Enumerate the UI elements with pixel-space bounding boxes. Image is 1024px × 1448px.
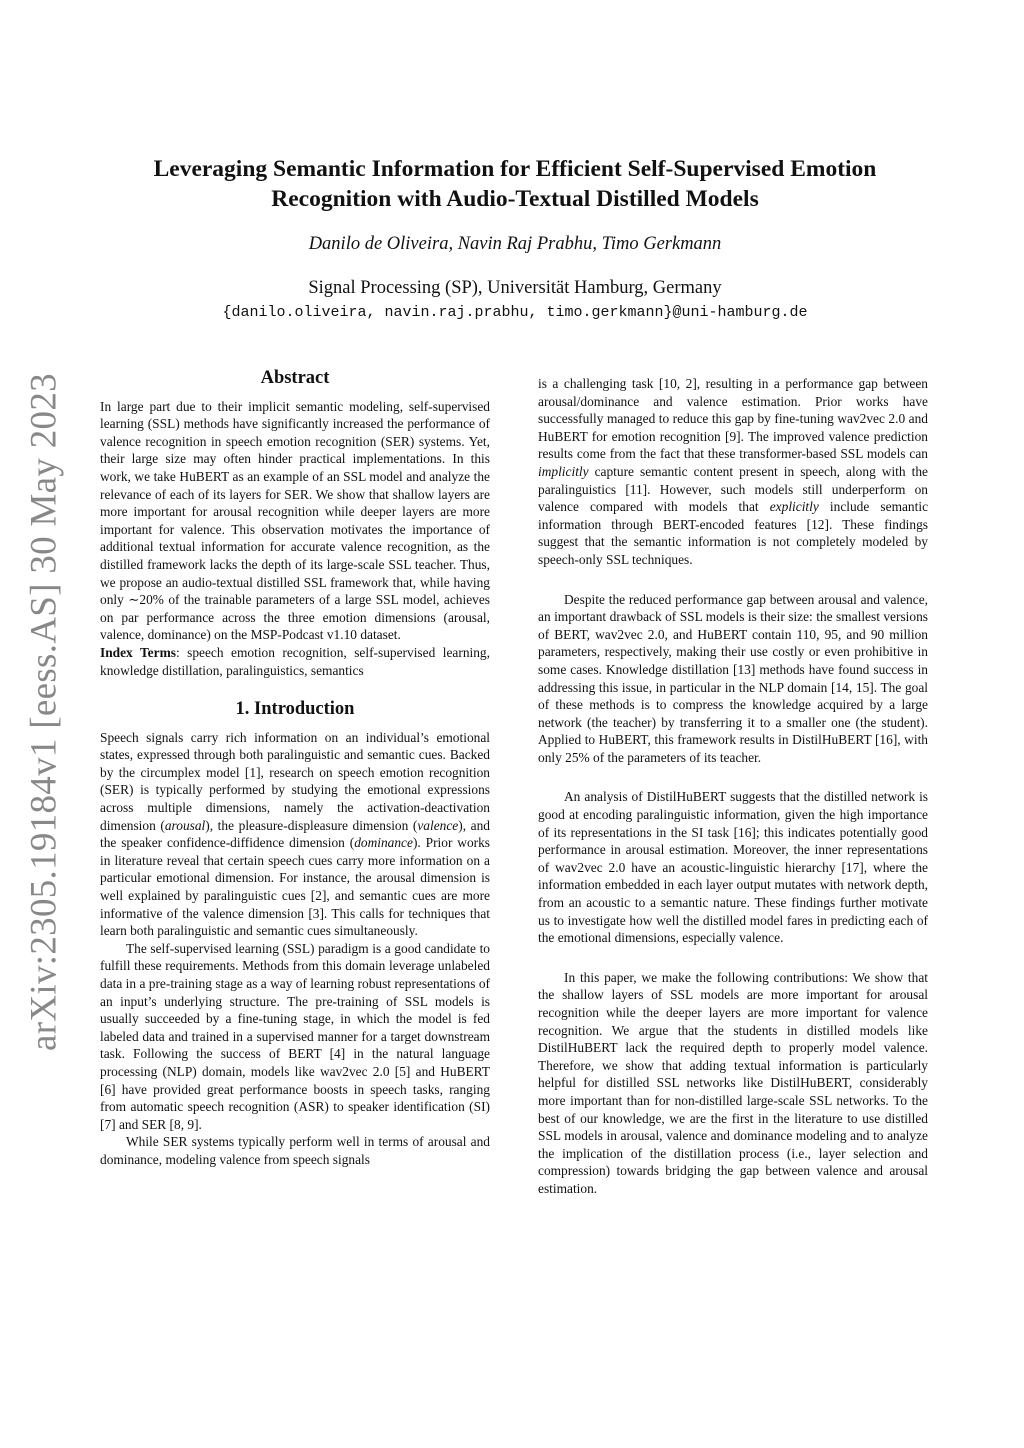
- author-emails[interactable]: {danilo.oliveira, navin.raj.prabhu, timo.gerkmann}@uni-hamburg.de: [222, 304, 808, 321]
- intro-paragraph-3: While SER systems typically perform well in terms of arousal and dominance, modeling valence from speech signals: [100, 1134, 490, 1167]
- intro-paragraph-6: An analysis of DistilHuBERT suggests that the distilled network is good at encoding paralinguistic information, given the high importance of its representations in the SI task [16]; this indicates potentially good performance in arousal estimation. Moreover, the inner representations of wav2vec 2.0 have an acoustic-linguistic hierarchy [17], where the information embedded in each layer output mutates with network depth, from an acoustic to a semantic nature. These findings further motivate us to investigate how well the distilled model fares in predicting each of the emotional dimensions, especially valence.: [538, 789, 928, 946]
- intro-paragraph-1: Speech signals carry rich information on an individual’s emotional states, expressed through both paralinguistic and semantic cues. Backed by the circumplex model [1], research on speech emotion recognition (SER) is typically performed by studying the emotional expressions across multiple dimensions, namely the activation-deactivation dimension (arousal), the pleasure-displeasure dimension (valence), and the speaker confidence-diffidence dimension (dominance). Prior works in literature reveal that certain speech cues carry more information on a particular emotional dimension. For instance, the arousal dimension is well explained by paralinguistic cues [2], and semantic cues are more informative of the valence dimension [3]. This calls for techniques that learn both paralinguistic and semantic cues simultaneously.: [100, 729, 490, 939]
- abstract-heading: Abstract: [260, 368, 330, 388]
- intro-paragraph-7: In this paper, we make the following contributions: We show that the shallow layers of SSL models are more important for arousal recognition while the deeper layers are more important for valence recognition. We argue that the students in distilled models like DistilHuBERT lack the required depth to properly model valence. Therefore, we show that adding textual information is particularly helpful for distilled SSL networks like DistilHuBERT, considerably more important than for non-distilled large-scale SSL networks. To the best of our knowledge, we are the first in the literature to use distilled SSL models in arousal, valence and dominance modeling and to analyze the implication of the distillation process (i.e., layer selection and compression) towards bridging the gap between valence and arousal estimation.: [538, 969, 928, 1196]
- affiliation: Signal Processing (SP), Universität Hamburg, Germany: [308, 278, 722, 298]
- index-terms-label: Index Terms: [100, 644, 176, 660]
- intro-paragraph-5: Despite the reduced performance gap between arousal and valence, an important drawback of SSL models is their size: the smallest versions of BERT, wav2vec 2.0, and HuBERT contain 110, 95, and 90 million parameters, respectively, making their use costly or even prohibitive in some cases. Knowledge distillation [13] methods have found success in addressing this issue, in particular in the NLP domain [14, 15]. The goal of these methods is to compress the knowledge acquired by a large network (the teacher) by transferring it to a smaller one (the student). Applied to HuBERT, this framework results in DistilHuBERT [16], with only 25% of the parameters of its teacher.: [538, 591, 928, 765]
- introduction-heading: 1. Introduction: [235, 699, 355, 720]
- left-column: [100, 370, 490, 1169]
- intro-paragraph-2: The self-supervised learning (SSL) paradigm is a good candidate to fulfill these requirements. Methods from this domain leverage unlabeled data in a pre-training stage as a way of learning robust representations of an input’s underlying structure. The pre-training of SSL models is usually succeeded by a fine-tuning stage, in which the model is fed labeled data and trained in a supervised manner for a target downstream task. Following the success of BERT [4] in the natural language processing (NLP) domain, models like wav2vec 2.0 [5] and HuBERT [6] have provided great performance boosts in speech tasks, ranging from automatic speech recognition (ASR) to speaker identification (SI) [7] and SER [8, 9].: [100, 940, 490, 1132]
- paper-title: Leveraging Semantic Information for Efficient Self-Supervised Emotion Recognition with Audio-Textual Distilled Models: [153, 156, 877, 212]
- abstract-text: In large part due to their implicit semantic modeling, self-supervised learning (SSL) methods have significantly increased the performance of valence recognition in speech emotion recognition (SER) systems. Yet, their large size may often hinder practical implementations. In this work, we take HuBERT as an example of an SSL model and analyze the relevance of each of its layers for SER. We show that shallow layers are more important for arousal recognition while deeper layers are more important for valence. This observation motivates the importance of additional textual information for accurate valence recognition, as the distilled framework lacks the depth of its large-scale SSL teacher. Thus, we propose an audio-textual distilled SSL framework that, while having only ∼20% of the trainable parameters of a large SSL model, achieves on par performance across the three emotion dimensions (arousal, valence, dominance) on the MSP-Podcast v1.10 dataset.: [100, 398, 490, 643]
- right-column: [538, 375, 928, 1198]
- index-terms: [100, 644, 490, 679]
- intro-paragraph-4: is a challenging task [10, 2], resulting in a performance gap between arousal/dominance and valence estimation. Prior works have successfully managed to reduce this gap by fine-tuning wav2vec 2.0 and HuBERT for emotion recognition [9]. The improved valence prediction results come from the fact that these transformer-based SSL models can implicitly capture semantic content present in speech, along with the paralinguistics [11]. However, such models still underperform on valence compared with models that explicitly include semantic information through BERT-encoded features [12]. These findings suggest that the semantic information is not completely modeled by speech-only SSL techniques.: [538, 376, 929, 567]
- author-list: Danilo de Oliveira, Navin Raj Prabhu, Timo Gerkmann: [308, 234, 722, 254]
- arxiv-identifier: arXiv:2305.19184v1 [eess.AS] 30 May 2023: [23, 373, 65, 1051]
- index-terms-text: : speech emotion recognition, self-supervised learning, knowledge distillation, paralinguistics, semantics: [100, 644, 490, 678]
